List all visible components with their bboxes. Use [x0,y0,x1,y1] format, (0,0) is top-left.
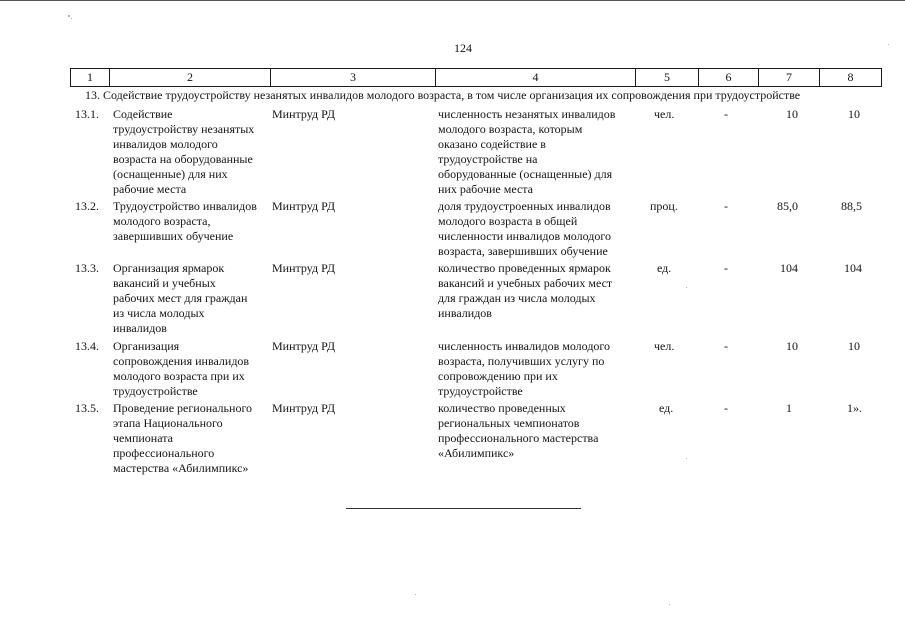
scan-speck [686,458,687,459]
row-number: 13.3. [75,261,99,275]
row-number: 13.1. [75,107,99,121]
column-header-4: 4 [436,69,636,86]
row-executor: Минтруд РД [272,339,336,353]
row-col8: 1». [847,401,862,415]
row-col6: - [724,339,728,353]
row-col8: 104 [844,261,862,275]
row-executor: Минтруд РД [272,261,336,275]
row-indicator: количество проведенных ярмарок вакансий и учебных рабочих мест для граждан из числа молодых инвалидов [438,261,613,320]
row-col8: 10 [848,339,860,353]
row-col8: 10 [848,107,860,121]
scan-top-edge-rule [0,0,905,1]
row-indicator: численность инвалидов молодого возраста, получивших услугу по сопровождению при их трудоустройстве [438,339,611,398]
column-header-1: 1 [71,69,110,86]
row-action: Организация сопровождения инвалидов молодого возраста при их трудоустройстве [113,339,250,398]
row-unit: проц. [650,199,678,213]
row-action: Проведение регионального этапа Национального чемпионата профессионального мастерства «Абилимпикс» [113,401,253,475]
row-number: 13.4. [75,339,99,353]
row-col7: 1 [786,401,792,415]
row-indicator: численность незанятых инвалидов молодого возраста, которым оказано содействие в трудоустройстве на оборудованные (оснащенные) для них рабочие места [438,107,616,196]
row-col8: 88,5 [841,199,862,213]
scan-speck [71,18,72,19]
scan-speck [669,604,670,605]
page-number: 124 [454,41,472,55]
row-col7: 85,0 [777,199,798,213]
section-title: 13. Содействие трудоустройству незанятых инвалидов молодого возраста, в том числе организация их сопровождения при трудоустройстве [85,88,801,102]
row-unit: чел. [654,107,675,121]
row-executor: Минтруд РД [272,401,336,415]
row-action: Трудоустройство инвалидов молодого возраста, завершивших обучение [113,199,257,243]
column-header-7: 7 [759,69,820,86]
row-number: 13.2. [75,199,99,213]
row-unit: чел. [654,339,675,353]
column-header-2: 2 [110,69,271,86]
row-indicator: количество проведенных региональных чемпионатов профессионального мастерства «Абилимпикс» [438,401,599,460]
row-action: Содействие трудоустройству незанятых инвалидов молодого возраста на оборудованные (оснащенные) для них рабочие места [113,107,255,196]
row-col6: - [724,261,728,275]
row-col6: - [724,107,728,121]
column-header-6: 6 [699,69,759,86]
row-executor: Минтруд РД [272,107,336,121]
row-number: 13.5. [75,401,99,415]
row-executor: Минтруд РД [272,199,336,213]
row-indicator: доля трудоустроенных инвалидов молодого возраста в общей численности инвалидов молодого возраста, завершивших обучение [438,199,612,258]
column-header-8: 8 [820,69,882,86]
scan-speck [888,44,889,45]
scan-speck [415,594,416,595]
closing-rule [346,508,581,509]
row-unit: ед. [659,401,674,415]
row-col7: 10 [786,339,798,353]
column-header-3: 3 [271,69,436,86]
row-col7: 104 [780,261,798,275]
scan-speck [686,287,687,288]
table-header-row [70,68,882,87]
row-action: Организация ярмарок вакансий и учебных рабочих мест для граждан из числа молодых инвалидов [113,261,248,335]
row-unit: ед. [657,261,672,275]
row-col6: - [724,401,728,415]
column-header-5: 5 [636,69,699,86]
row-col7: 10 [786,107,798,121]
row-col6: - [724,199,728,213]
scan-speck [68,15,70,17]
